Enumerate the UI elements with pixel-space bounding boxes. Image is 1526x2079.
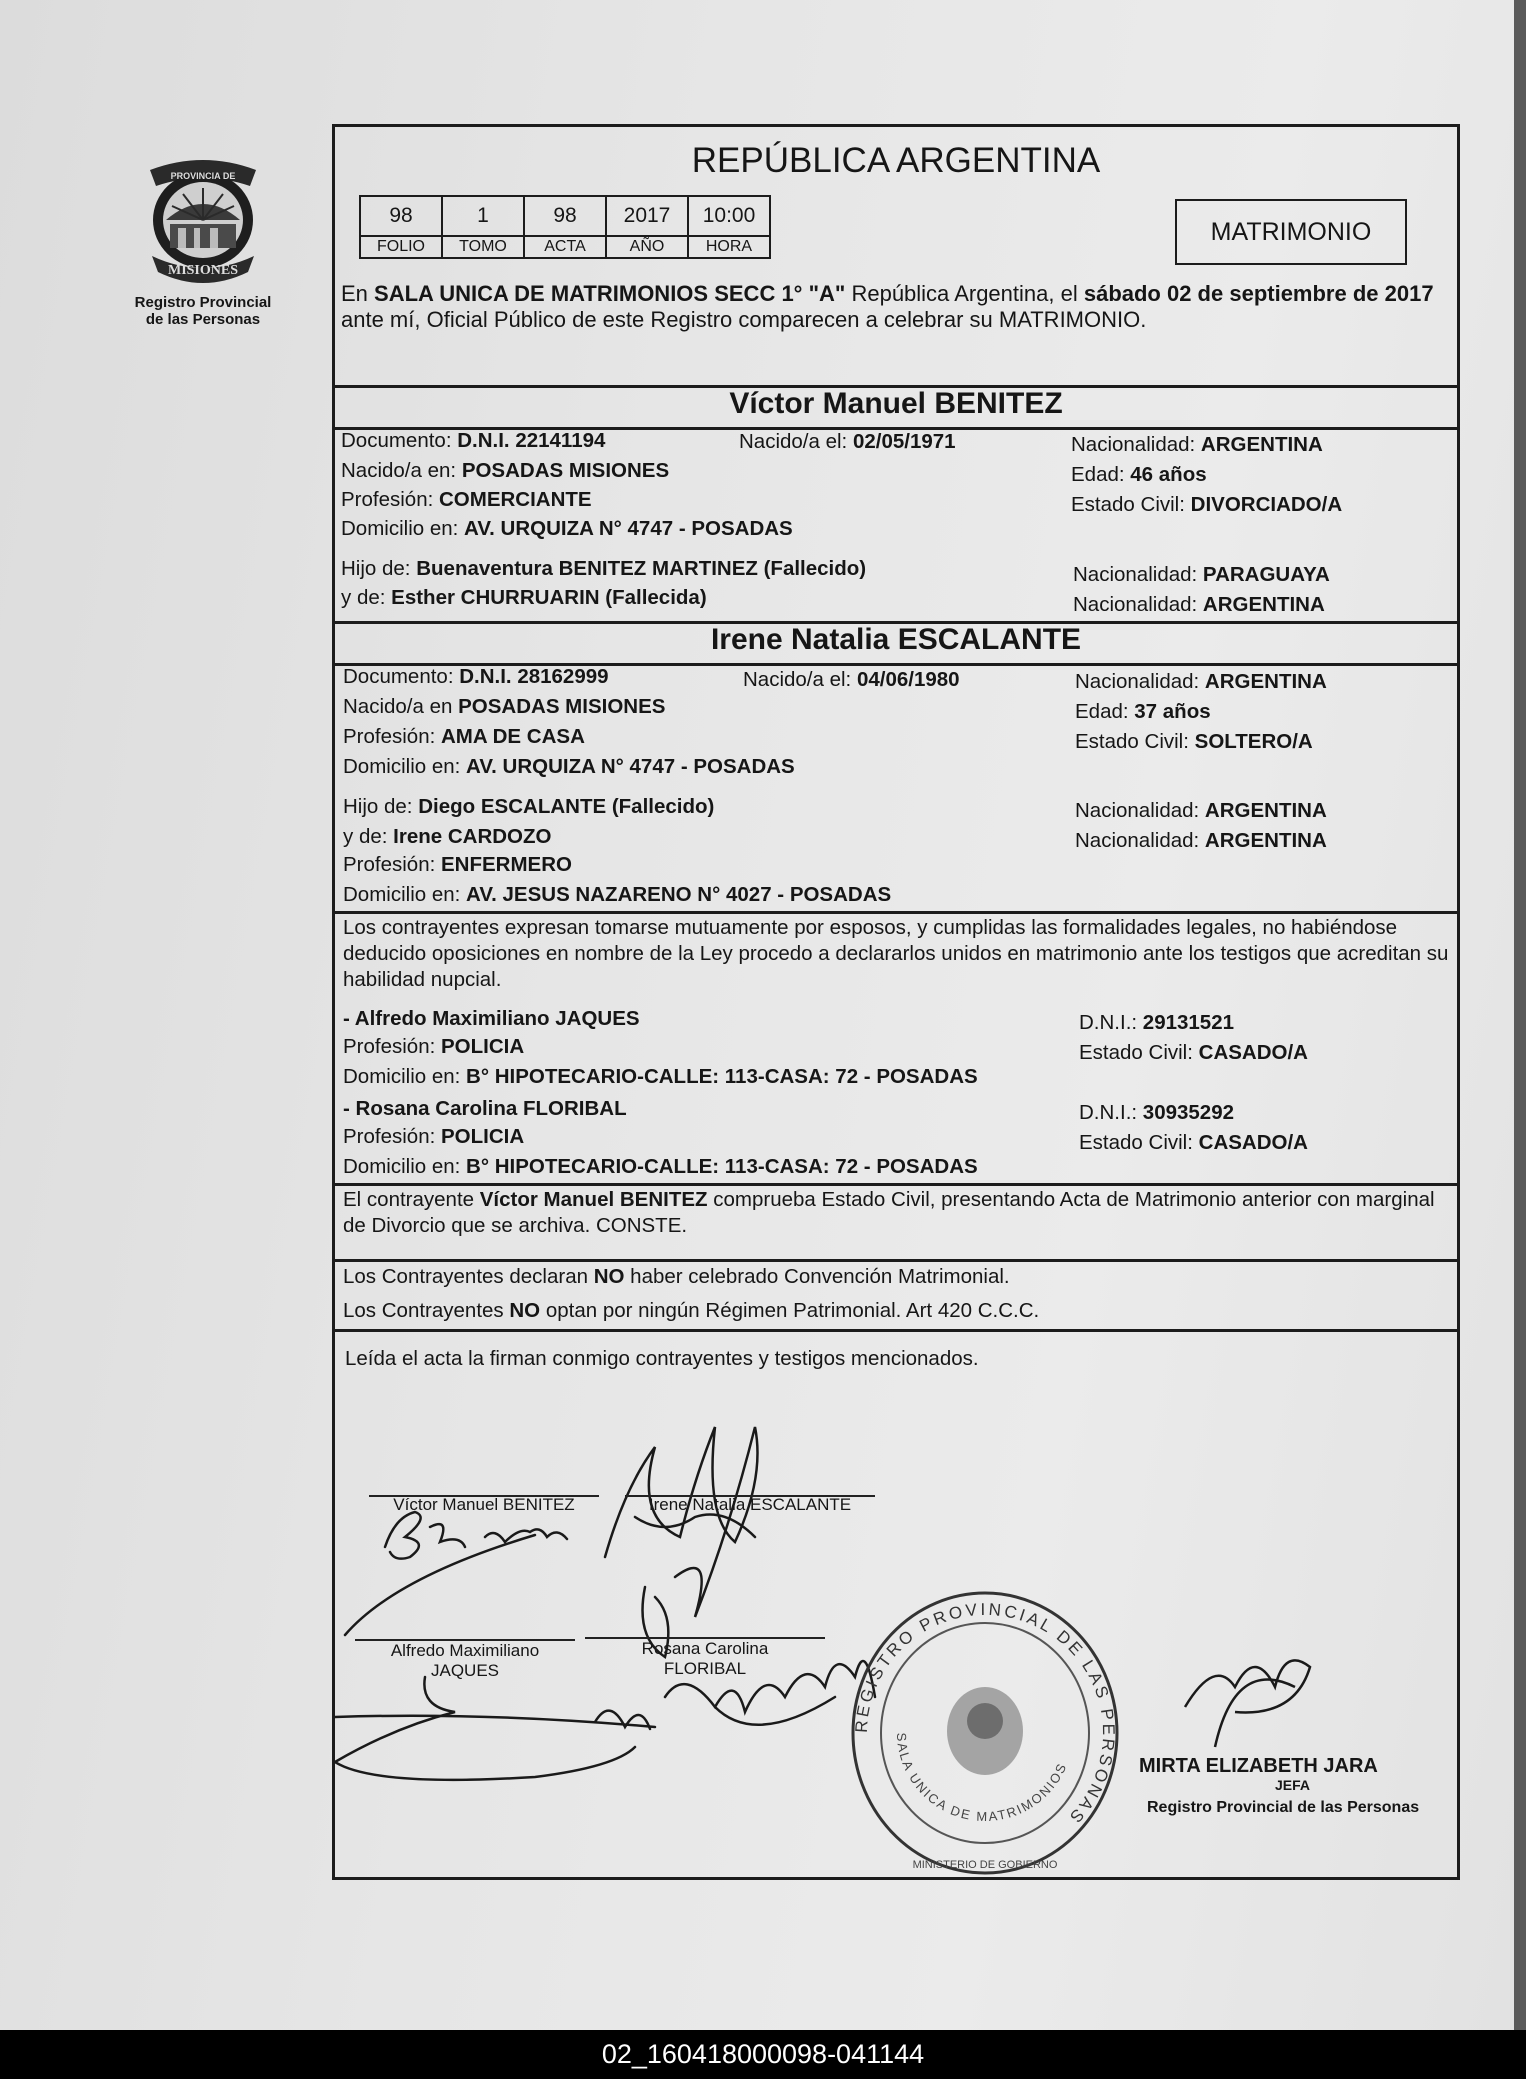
- spouse1-mother: y de: Esther CHURRUARIN (Fallecida): [341, 586, 707, 609]
- officer-title: JEFA: [1275, 1777, 1311, 1793]
- spouse1-nationality: Nacionalidad: ARGENTINA: [1071, 433, 1323, 456]
- signature-caption-spouse2: Irene Natalia ESCALANTE: [648, 1495, 852, 1514]
- spouse2-profession: Profesión: AMA DE CASA: [343, 725, 585, 748]
- spouse2-nationality: Nacionalidad: ARGENTINA: [1075, 670, 1327, 693]
- spouse2-birth-date: Nacido/a el: 04/06/1980: [743, 668, 960, 691]
- spouse1-birth-date: Nacido/a el: 02/05/1971: [739, 430, 956, 453]
- witness1-name: - Alfredo Maximiliano JAQUES: [343, 1007, 640, 1030]
- divider: [335, 1329, 1457, 1332]
- spouse1-father-nationality: Nacionalidad: PARAGUAYA: [1073, 563, 1330, 586]
- witness2-name: - Rosana Carolina FLORIBAL: [343, 1097, 627, 1120]
- convention-statement: Los Contrayentes declaran NO haber celebrado Convención Matrimonial.: [343, 1265, 1010, 1288]
- file-id-footer: 02_160418000098-041144: [0, 2030, 1526, 2079]
- witness2-dni: D.N.I.: 30935292: [1079, 1101, 1235, 1124]
- spouse1-father: Hijo de: Buenaventura BENITEZ MARTINEZ (Fallecido): [341, 557, 867, 580]
- tomo-label: TOMO: [442, 236, 524, 258]
- spouse2-mother-address: Domicilio en: AV. JESUS NAZARENO N° 4027 - POSADAS: [343, 883, 892, 906]
- spouse1-civil-status: Estado Civil: DIVORCIADO/A: [1071, 493, 1343, 516]
- svg-text:PROVINCIA DE: PROVINCIA DE: [170, 171, 236, 181]
- witness1-civil-status: Estado Civil: CASADO/A: [1079, 1041, 1308, 1064]
- witness2-civil-status: Estado Civil: CASADO/A: [1079, 1131, 1308, 1154]
- divorce-note: El contrayente Víctor Manuel BENITEZ comprueba Estado Civil, presentando Acta de Matrimonio anterior con marginal de Divorcio que se archiva. CONSTE.: [343, 1188, 1435, 1237]
- acta-value: 98: [524, 196, 606, 236]
- spouse2-father-nationality: Nacionalidad: ARGENTINA: [1075, 799, 1327, 822]
- declaration-paragraph: Los contrayentes expresan tomarse mutuamente por esposos, y cumplidas las formalidades legales, no habiéndose deducido oposiciones en nombre de la Ley procedo a declararlos unidos en matrimonio ante los testigos que acreditan su habilidad nupcial.: [343, 916, 1449, 991]
- svg-text:MISIONES: MISIONES: [167, 263, 239, 278]
- svg-text:SALA UNICA DE MATRIMONIOS: SALA UNICA DE MATRIMONIOS: [893, 1732, 1070, 1825]
- spouse1-address: Domicilio en: AV. URQUIZA N° 4747 - POSADAS: [341, 517, 793, 540]
- official-seal: [835, 1583, 1135, 1883]
- year-value: 2017: [606, 196, 688, 236]
- spouse2-document: Documento: D.N.I. 28162999: [343, 665, 609, 688]
- signing-statement: Leída el acta la firman conmigo contrayentes y testigos mencionados.: [345, 1347, 979, 1370]
- spouse2-mother: y de: Irene CARDOZO: [343, 825, 552, 848]
- officer-organization: Registro Provincial de las Personas: [1147, 1799, 1420, 1816]
- document-type-box: MATRIMONIO: [1175, 199, 1407, 265]
- logo-caption: Registro Provincial de las Personas: [134, 294, 272, 328]
- registry-logo: [118, 148, 288, 348]
- misiones-emblem-icon: [138, 148, 268, 288]
- spouse2-name: Irene Natalia ESCALANTE: [710, 623, 1082, 656]
- hour-label: HORA: [688, 236, 770, 258]
- signature-caption-spouse1: Víctor Manuel BENITEZ: [393, 1495, 575, 1514]
- folio-label: FOLIO: [360, 236, 442, 258]
- acta-label: ACTA: [524, 236, 606, 258]
- signature-caption-witness1: Alfredo Maximiliano JAQUES: [390, 1641, 540, 1680]
- witness1-address: Domicilio en: B° HIPOTECARIO-CALLE: 113-CASA: 72 - POSADAS: [343, 1065, 978, 1088]
- intro-date: sábado 02 de septiembre de 2017: [1083, 281, 1434, 306]
- spouse1-mother-nationality: Nacionalidad: ARGENTINA: [1073, 593, 1325, 616]
- svg-text:MINISTERIO DE GOBIERNO: MINISTERIO DE GOBIERNO: [912, 1859, 1058, 1871]
- divider: [335, 1183, 1457, 1186]
- folio-value: 98: [360, 196, 442, 236]
- page-title: REPÚBLICA ARGENTINA: [691, 141, 1101, 180]
- witness1-profession: Profesión: POLICIA: [343, 1035, 525, 1058]
- spouse2-mother-nationality: Nacionalidad: ARGENTINA: [1075, 829, 1327, 852]
- witness2-address: Domicilio en: B° HIPOTECARIO-CALLE: 113-CASA: 72 - POSADAS: [343, 1155, 978, 1178]
- intro-paragraph: En SALA UNICA DE MATRIMONIOS SECC 1° "A" República Argentina, el sábado 02 de septiembre de 2017 ante mí, Oficial Público de este Registro comparecen a celebrar su MATRIMONIO.: [341, 281, 1434, 332]
- witness2-profession: Profesión: POLICIA: [343, 1125, 525, 1148]
- spouse1-document: Documento: D.N.I. 22141194: [341, 429, 606, 452]
- spouse1-age: Edad: 46 años: [1071, 463, 1207, 486]
- spouse2-father: Hijo de: Diego ESCALANTE (Fallecido): [343, 795, 715, 818]
- spouse2-civil-status: Estado Civil: SOLTERO/A: [1075, 730, 1313, 753]
- tomo-value: 1: [442, 196, 524, 236]
- year-label: AÑO: [606, 236, 688, 258]
- divider: [335, 1259, 1457, 1262]
- intro-place: SALA UNICA DE MATRIMONIOS SECC 1° "A": [374, 281, 846, 306]
- hour-value: 10:00: [688, 196, 770, 236]
- registry-values-row: [360, 196, 770, 236]
- spouse2-mother-profession: Profesión: ENFERMERO: [343, 853, 572, 876]
- witness1-dni: D.N.I.: 29131521: [1079, 1011, 1235, 1034]
- divider: [335, 911, 1457, 914]
- spouse2-address: Domicilio en: AV. URQUIZA N° 4747 - POSADAS: [343, 755, 795, 778]
- background-edge: [1514, 0, 1526, 2030]
- registry-table: [359, 195, 771, 259]
- spouse2-birth-place: Nacido/a en POSADAS MISIONES: [343, 695, 666, 718]
- spouse1-birth-place: Nacido/a en: POSADAS MISIONES: [341, 459, 670, 482]
- spouse2-age: Edad: 37 años: [1075, 700, 1211, 723]
- signature-caption-witness2: Rosana Carolina FLORIBAL: [641, 1639, 769, 1678]
- certificate-frame: [332, 124, 1460, 1880]
- spouse1-name: Víctor Manuel BENITEZ: [729, 387, 1063, 420]
- registry-labels-row: [360, 236, 770, 258]
- officer-name: MIRTA ELIZABETH JARA: [1139, 1755, 1378, 1777]
- regime-statement: Los Contrayentes NO optan por ningún Régimen Patrimonial. Art 420 C.C.C.: [343, 1299, 1040, 1322]
- spouse1-profession: Profesión: COMERCIANTE: [341, 488, 592, 511]
- svg-text:REGISTRO PROVINCIAL DE LAS PER: REGISTRO PROVINCIAL DE LAS PERSONAS: [851, 1599, 1119, 1829]
